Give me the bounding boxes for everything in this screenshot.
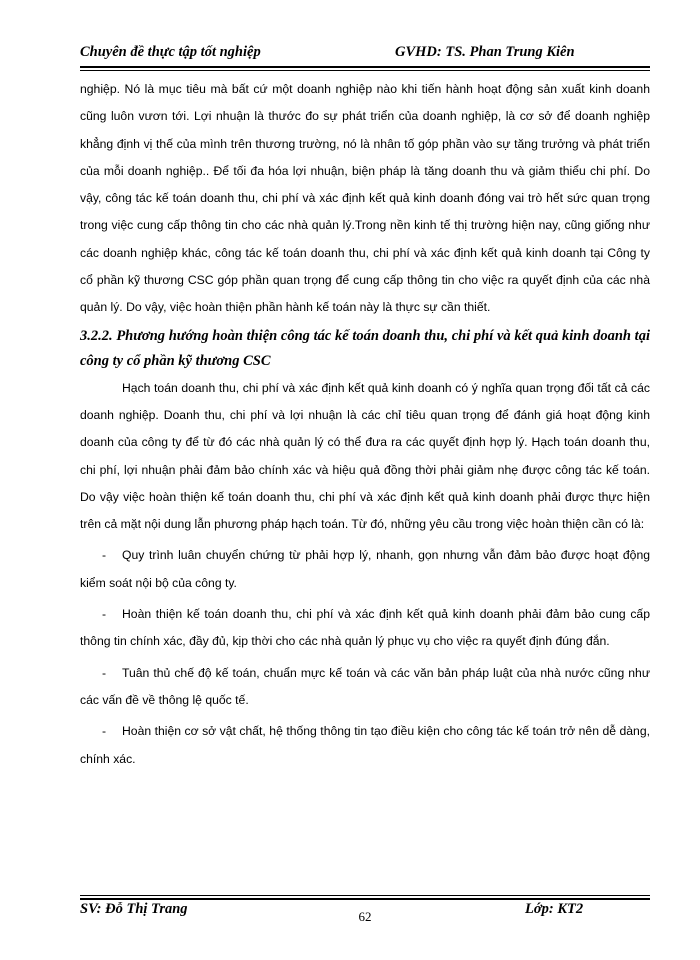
page-header bbox=[80, 44, 650, 66]
bullet-marker: - bbox=[102, 665, 107, 680]
list-item bbox=[80, 601, 650, 656]
bullet-marker: - bbox=[102, 607, 107, 622]
page-body bbox=[80, 76, 650, 773]
list-item-text: Hoàn thiện cơ sở vật chất, hệ thống thông tin tạo điều kiện cho công tác kế toán trở nên dễ dàng, chính xác. bbox=[80, 724, 650, 766]
bullet-marker: - bbox=[102, 548, 107, 563]
body-paragraph: Hạch toán doanh thu, chi phí và xác định kết quả kinh doanh có ý nghĩa quan trọng đối tất cả các doanh nghiệp. Doanh thu, chi phí và lợi nhuận là các chỉ tiêu quan trọng để đánh giá hoạt động kinh doanh của công ty để từ đó các nhà quản lý có thể đưa ra các quyết định hợp lý. Hạch toán doanh thu, chi phí, lợi nhuận phải đảm bảo chính xác và hiệu quả đồng thời phải giảm nhẹ được công tác kế toán. Do vậy việc hoàn thiện kế toán doanh thu, chi phí và xác định kết quả kinh doanh phải được thực hiện trên cả mặt nội dung lẫn phương pháp hạch toán. Từ đó, những yêu cầu trong việc hoàn thiện cần có là: bbox=[80, 380, 650, 532]
header-title: Chuyên đề thực tập tốt nghiệp bbox=[80, 44, 261, 60]
section-heading: 3.2.2. Phương hướng hoàn thiện công tác kế toán doanh thu, chi phí và kết quả kinh doanh tại công ty cổ phần kỹ thương CSC bbox=[80, 327, 650, 369]
footer-class: Lớp: KT2 bbox=[525, 901, 584, 917]
footer-student: SV: Đỗ Thị Trang bbox=[80, 901, 188, 917]
footer-divider-thin bbox=[80, 895, 650, 896]
body-paragraph: nghiệp. Nó là mục tiêu mà bất cứ một doanh nghiệp nào khi tiến hành hoạt động sản xuất kinh doanh cũng luôn vươn tới. Lợi nhuận là thước đo sự phát triển của doanh nghiệp, là cơ sở để doanh nghiệp khẳng định vị thế của mình trên thương trường, nó là nhân tố góp phần vào sự tăng trưởng và phát triển của mỗi doanh nghiệp.. Để tối đa hóa lợi nhuận, biện pháp là tăng doanh thu và giảm thiểu chi phí. Do vậy, công tác kế toán doanh thu, chi phí và xác định kết quả kinh doanh đóng vai trò hết sức quan trọng trong việc cung cấp thông tin cho các nhà quản lý.Trong nền kinh tế thị trường hiện nay, cũng giống như các doanh nghiệp khác, công tác kế toán doanh thu, chi phí và xác định kết quả kinh doanh tại Công ty cổ phần kỹ thương CSC góp phần quan trọng để cung cấp thông tin cho việc ra quyết định của các nhà quản lý. Do vậy, việc hoàn thiện phần hành kế toán này là thực sự cần thiết. bbox=[80, 82, 650, 315]
list-item bbox=[80, 542, 650, 597]
list-item-text: Tuân thủ chế độ kế toán, chuẩn mực kế toán và các văn bản pháp luật của nhà nước cũng như các vấn đề về thông lệ quốc tế. bbox=[80, 665, 650, 707]
list-item bbox=[80, 718, 650, 773]
header-supervisor: GVHD: TS. Phan Trung Kiên bbox=[395, 44, 575, 60]
header-divider-thin bbox=[80, 70, 650, 71]
footer-divider bbox=[80, 898, 650, 900]
page-number: 62 bbox=[358, 909, 372, 924]
list-item-text: Hoàn thiện kế toán doanh thu, chi phí và xác định kết quả kinh doanh phải đảm bảo cung cấp thông tin chính xác, đầy đủ, kịp thời cho các nhà quản lý phục vụ cho việc ra quyết định đúng đắn. bbox=[80, 607, 650, 649]
list-item-text: Quy trình luân chuyển chứng từ phải hợp lý, nhanh, gọn nhưng vẫn đảm bảo được hoạt động kiểm soát nội bộ của công ty. bbox=[80, 548, 650, 590]
page-footer bbox=[80, 901, 650, 923]
bullet-marker: - bbox=[102, 724, 107, 739]
list-item bbox=[80, 660, 650, 715]
header-divider bbox=[80, 66, 650, 68]
